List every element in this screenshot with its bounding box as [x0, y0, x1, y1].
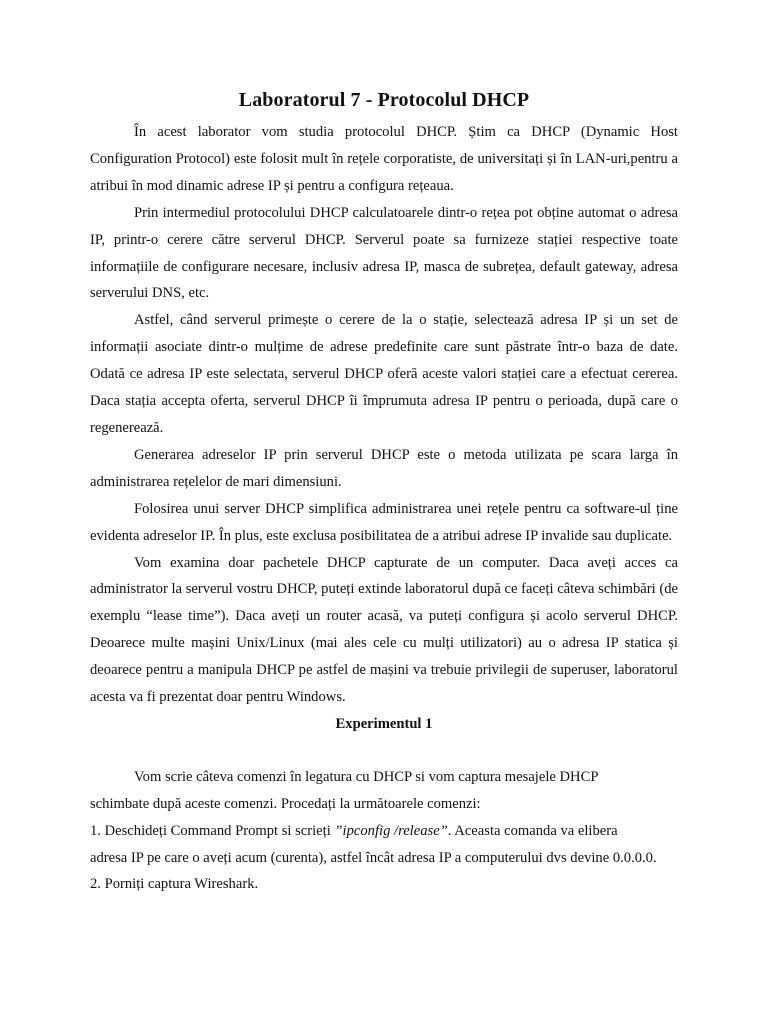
paragraph-intro: În acest laborator vom studia protocolul DHCP. Știm ca DHCP (Dynamic Host Configuration Protocol) este folosit mult în rețele corporatiste, de universitați și în LAN-uri,pentru a atribui în mod dinamic adrese IP și pentru a configura rețeaua. — [90, 124, 678, 194]
step-1-command: ”ipconfig /release” — [334, 822, 448, 839]
step-1-line-2: adresa IP pe care o aveți acum (curenta), astfel încât adresa IP a computerului dvs devine 0.0.0.0. — [90, 849, 657, 866]
step-1-prefix: 1. Deschideți Command Prompt si scrieți — [90, 822, 335, 839]
document-page — [90, 88, 678, 898]
paragraph-large-networks: Generarea adreselor IP prin serverul DHCP este o metoda utilizata pe scara larga în administrarea rețelelor de mari dimensiuni. — [90, 446, 678, 490]
step-2: 2. Porniți captura Wireshark. — [90, 876, 259, 893]
document-title: Laboratorul 7 - Protocolul DHCP — [238, 89, 530, 111]
experiment-heading: Experimentul 1 — [335, 715, 433, 732]
step-1 — [90, 818, 678, 845]
paragraph-examine-packets: Vom examina doar pachetele DHCP capturate de un computer. Daca aveți acces ca administrator la serverul vostru DHCP, puteți extinde laboratorul după ce faceți câteva schimbări (de exemplu “lease time”). Daca aveți un router acasă, va puteți configura și acolo serverul DHCP. Deoarece multe mașini Unix/Linux (mai ales cele cu mulți utilizatori) au o adresa IP statica și deoarece pentru a manipula DHCP pe astfel de mașini va trebuie privilegii de superuser, laboratorul acesta va fi prezentat doar pentru Windows. — [90, 554, 678, 706]
experiment-intro-line-1: Vom scrie câteva comenzi în legatura cu DHCP si vom captura mesajele DHCP — [134, 768, 599, 785]
step-1-suffix: . Aceasta comanda va elibera — [447, 822, 618, 839]
experiment-intro-line-2: schimbate după aceste comenzi. Procedați la următoarele comenzi: — [90, 795, 481, 812]
paragraph-dhcp-client: Prin intermediul protocolului DHCP calculatoarele dintr-o rețea pot obține automat o adresa IP, printr-o cerere către serverul DHCP. Serverul poate sa furnizeze stației respective toate informațiile de configurare necesare, inclusiv adresa IP, masca de subrețea, default gateway, adresa serverului DNS, etc. — [90, 204, 678, 302]
paragraph-simplify-admin: Folosirea unui server DHCP simplifica administrarea unei rețele pentru ca software-ul ține evidenta adreselor IP. În plus, este exclusa posibilitatea de a atribui adrese IP invalide sau duplicate. — [90, 500, 678, 544]
section-spacer — [90, 738, 678, 764]
paragraph-server-process: Astfel, când serverul primește o cerere de la o stație, selectează adresa IP și un set de informații asociate dintr-o mulțime de adrese predefinite care sunt păstrate într-o baza de date. Odată ce adresa IP este selectata, serverul DHCP oferă aceste valori stației care a efectuat cererea. Daca stația accepta oferta, serverul DHCP îi împrumuta adresa IP pentru o perioada, după care o regenerează. — [90, 312, 678, 436]
